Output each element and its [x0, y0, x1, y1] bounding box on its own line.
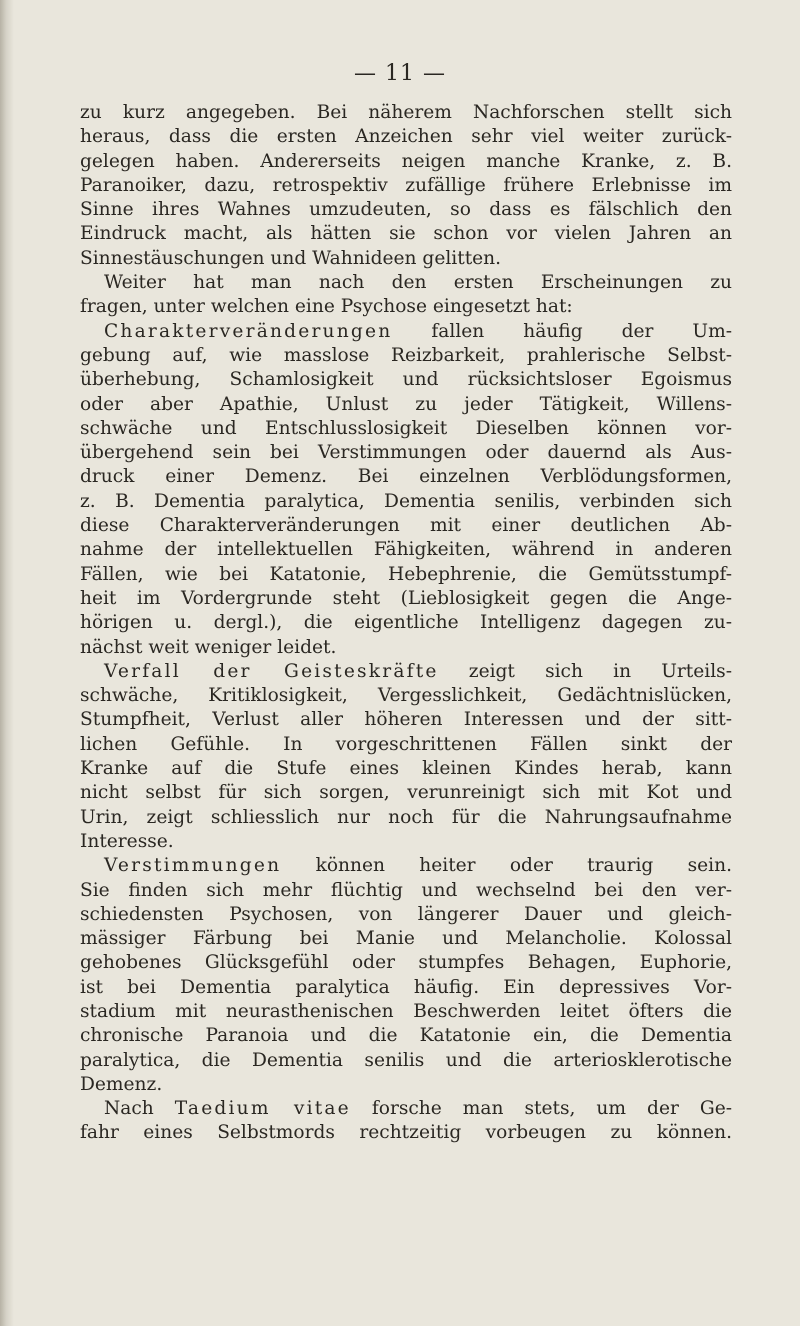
section-keyword: Verfall der Geisteskräfte — [104, 660, 439, 682]
text-line: chronische Paranoia und die Katatonie ein, die Dementia — [80, 1025, 732, 1047]
section-keyword: Taedium vitae — [174, 1098, 351, 1120]
text-line: gehobenes Glücksgefühl oder stumpfes Behagen, Euphorie, — [80, 952, 732, 974]
text-line: Demenz. — [80, 1073, 163, 1095]
section-keyword: Charakterveränderungen — [104, 320, 393, 342]
text-line: Urin, zeigt schliesslich nur noch für die Nahrungsaufnahme — [80, 806, 732, 828]
text-line: heit im Vordergrunde steht (Lieblosigkeit gegen die Ange- — [80, 587, 732, 609]
text-line: zu kurz angegeben. Bei näherem Nachforschen stellt sich — [80, 102, 732, 123]
text-line: überhebung, Schamlosigkeit und rücksichtsloser Egoismus — [80, 369, 732, 391]
text-line: Eindruck macht, als hätten sie schon vor vielen Jahren an — [80, 223, 732, 245]
text-line: fragen, unter welchen eine Psychose eingesetzt hat: — [80, 296, 573, 318]
text-line: gelegen haben. Andererseits neigen manche Kranke, z. B. — [80, 150, 732, 172]
text-line: schwäche und Entschlusslosigkeit Dieselben können vor- — [80, 417, 732, 439]
text-line: fahr eines Selbstmords rechtzeitig vorbeugen zu können. — [80, 1122, 732, 1144]
text-line: gebung auf, wie masslose Reizbarkeit, prahlerische Selbst- — [80, 344, 732, 366]
text-line: Sie finden sich mehr flüchtig und wechselnd bei den ver- — [80, 879, 732, 901]
text-line: druck einer Demenz. Bei einzelnen Verblödungsformen, — [80, 466, 732, 488]
text-line: Paranoiker, dazu, retrospektiv zufällige frühere Erlebnisse im — [80, 174, 732, 196]
page-binding-edge — [0, 0, 14, 1326]
text-line: hörigen u. dergl.), die eigentliche Intelligenz dagegen zu- — [80, 612, 732, 634]
text-line: Charakterveränderungen fallen häufig der Um- — [104, 320, 732, 342]
text-line: Sinnestäuschungen und Wahnideen gelitten. — [80, 247, 502, 269]
body-text — [80, 101, 732, 1146]
text-line: schwäche, Kritiklosigkeit, Vergesslichkeit, Gedächtnislücken, — [80, 685, 732, 707]
text-line: Stumpfheit, Verlust aller höheren Interessen und der sitt- — [80, 709, 732, 731]
paragraph-2 — [80, 271, 732, 320]
text-line: nicht selbst für sich sorgen, verunreinigt sich mit Kot und — [80, 782, 732, 804]
text-line: mässiger Färbung bei Manie und Melancholie. Kolossal — [80, 928, 732, 950]
text-line: Verstimmungen können heiter oder traurig sein. — [104, 855, 732, 877]
text-line: lichen Gefühle. In vorgeschrittenen Fällen sinkt der — [80, 733, 732, 755]
text-line: Interesse. — [80, 830, 174, 852]
text-line: schiedensten Psychosen, von längerer Dauer und gleich- — [80, 903, 732, 925]
text-line: diese Charakterveränderungen mit einer deutlichen Ab- — [80, 515, 732, 537]
paragraph-verfall — [80, 660, 732, 854]
paragraph-1 — [80, 101, 732, 271]
text-line: paralytica, die Dementia senilis und die arteriosklerotische — [80, 1049, 732, 1071]
text-line: ist bei Dementia paralytica häufig. Ein depressives Vor- — [80, 976, 732, 998]
section-keyword: Verstimmungen — [104, 855, 282, 877]
page-number: — 11 — — [354, 61, 446, 86]
text-line: übergehend sein bei Verstimmungen oder dauernd als Aus- — [80, 442, 732, 464]
text-line: nahme der intellektuellen Fähigkeiten, während in anderen — [80, 539, 732, 561]
paragraph-charakterveraenderungen — [80, 320, 732, 660]
text-line: Weiter hat man nach den ersten Erscheinungen zu — [104, 272, 732, 294]
text-line: heraus, dass die ersten Anzeichen sehr viel weiter zurück- — [80, 126, 732, 148]
text-line: Nach Taedium vitae forsche man stets, um der Ge- — [104, 1098, 732, 1120]
paragraph-taedium-vitae — [80, 1097, 732, 1146]
text-line: Sinne ihres Wahnes umzudeuten, so dass es fälschlich den — [80, 199, 732, 221]
text-line: oder aber Apathie, Unlust zu jeder Tätigkeit, Willens- — [80, 393, 732, 415]
text-line: Kranke auf die Stufe eines kleinen Kindes herab, kann — [80, 758, 732, 780]
text-line: Verfall der Geisteskräfte zeigt sich in Urteils- — [104, 660, 732, 682]
text-line: stadium mit neurasthenischen Beschwerden leitet öfters die — [80, 1000, 732, 1022]
text-line: Fällen, wie bei Katatonie, Hebephrenie, die Gemütsstumpf- — [80, 563, 732, 585]
text-line: z. B. Dementia paralytica, Dementia senilis, verbinden sich — [80, 490, 732, 512]
text-line: nächst weit weniger leidet. — [80, 636, 337, 658]
paragraph-verstimmungen — [80, 854, 732, 1097]
